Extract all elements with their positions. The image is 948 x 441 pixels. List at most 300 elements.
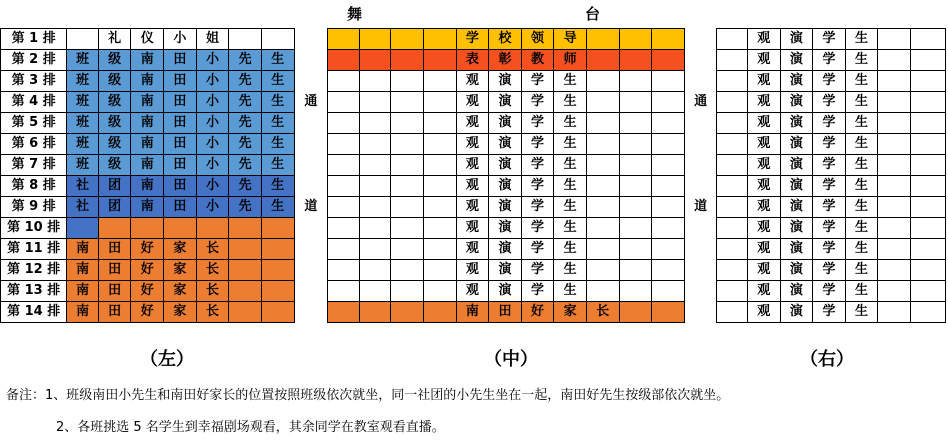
aisle-left xyxy=(294,155,328,176)
row-label: 第 14 排 xyxy=(1,302,67,323)
seat-left: 仪 xyxy=(131,29,164,50)
seat-middle: 南 xyxy=(456,302,489,323)
seat-middle xyxy=(652,155,685,176)
seat-left: 南 xyxy=(67,260,99,281)
seat-middle xyxy=(423,260,456,281)
row-label: 第 7 排 xyxy=(1,155,67,176)
seat-left: 小 xyxy=(196,155,229,176)
seat-middle: 演 xyxy=(489,218,522,239)
seat-left: 小 xyxy=(196,71,229,92)
seat-middle xyxy=(328,302,360,323)
seat-left: 先 xyxy=(229,71,262,92)
seat-middle xyxy=(619,29,652,50)
seat-middle xyxy=(652,239,685,260)
seat-middle xyxy=(619,113,652,134)
seat-middle xyxy=(328,155,360,176)
seat-middle: 生 xyxy=(554,218,587,239)
seat-right: 生 xyxy=(845,71,878,92)
seat-right: 学 xyxy=(813,239,846,260)
seat-middle xyxy=(391,29,424,50)
seat-left: 姐 xyxy=(196,29,229,50)
seat-left: 田 xyxy=(164,134,197,155)
seat-left: 南 xyxy=(67,239,99,260)
seat-left: 家 xyxy=(164,302,197,323)
row-label: 第 1 排 xyxy=(1,29,67,50)
seat-middle: 表 xyxy=(456,50,489,71)
seat-middle: 生 xyxy=(554,92,587,113)
aisle-left: 道 xyxy=(294,197,328,218)
seat-right xyxy=(717,239,748,260)
seat-left: 南 xyxy=(131,134,164,155)
seat-left xyxy=(261,260,294,281)
seat-left: 田 xyxy=(98,302,131,323)
row-label: 第 4 排 xyxy=(1,92,67,113)
seat-right: 观 xyxy=(747,281,780,302)
seat-right xyxy=(878,239,911,260)
seat-right xyxy=(717,50,748,71)
seat-middle xyxy=(619,92,652,113)
seat-middle: 田 xyxy=(489,302,522,323)
seat-middle: 彰 xyxy=(489,50,522,71)
note-2: 2、各班挑选 5 名学生到幸福剧场观看，其余同学在教室观看直播。 xyxy=(56,420,445,435)
seat-middle: 演 xyxy=(489,197,522,218)
seat-left: 班 xyxy=(67,155,99,176)
seat-right: 演 xyxy=(780,71,813,92)
seat-right: 学 xyxy=(813,92,846,113)
seat-middle: 生 xyxy=(554,155,587,176)
seat-left: 小 xyxy=(196,50,229,71)
seat-middle xyxy=(586,113,619,134)
seat-left: 南 xyxy=(67,302,99,323)
seat-row xyxy=(1,302,946,323)
seat-left: 先 xyxy=(229,155,262,176)
seat-right: 生 xyxy=(845,260,878,281)
seat-right: 生 xyxy=(845,50,878,71)
row-label: 第 5 排 xyxy=(1,113,67,134)
seat-row xyxy=(1,71,946,92)
aisle-left xyxy=(294,113,328,134)
seat-left: 先 xyxy=(229,113,262,134)
seat-middle xyxy=(652,218,685,239)
seat-left xyxy=(67,29,99,50)
seat-middle: 观 xyxy=(456,134,489,155)
aisle-left xyxy=(294,281,328,302)
row-label: 第 13 排 xyxy=(1,281,67,302)
seat-middle: 演 xyxy=(489,92,522,113)
seat-left: 田 xyxy=(98,239,131,260)
seat-left: 团 xyxy=(98,197,131,218)
aisle-right xyxy=(684,260,717,281)
seat-right xyxy=(910,50,945,71)
seat-right xyxy=(910,281,945,302)
aisle-left xyxy=(294,50,328,71)
aisle-right xyxy=(684,29,717,50)
seat-middle xyxy=(391,71,424,92)
seat-left xyxy=(67,218,99,239)
seat-middle xyxy=(652,197,685,218)
seat-middle: 观 xyxy=(456,176,489,197)
seat-right xyxy=(717,29,748,50)
seat-left: 长 xyxy=(196,239,229,260)
seat-left: 生 xyxy=(261,134,294,155)
section-left-label: （左） xyxy=(140,349,194,370)
seat-right: 观 xyxy=(747,134,780,155)
seat-right: 演 xyxy=(780,197,813,218)
seat-right xyxy=(878,260,911,281)
seat-middle xyxy=(391,239,424,260)
seat-left: 级 xyxy=(98,134,131,155)
seat-middle xyxy=(328,92,360,113)
aisle-left xyxy=(294,71,328,92)
seat-right: 演 xyxy=(780,92,813,113)
seat-right xyxy=(878,176,911,197)
seat-right: 学 xyxy=(813,134,846,155)
seat-right: 演 xyxy=(780,281,813,302)
seat-middle xyxy=(586,50,619,71)
seat-left: 好 xyxy=(131,260,164,281)
seat-middle xyxy=(423,50,456,71)
seat-middle xyxy=(423,113,456,134)
seat-left: 南 xyxy=(67,281,99,302)
seat-middle xyxy=(586,155,619,176)
seat-left: 生 xyxy=(261,92,294,113)
seat-middle xyxy=(391,302,424,323)
seat-middle xyxy=(619,197,652,218)
seat-middle: 生 xyxy=(554,134,587,155)
seat-right xyxy=(878,281,911,302)
aisle-right xyxy=(684,239,717,260)
seat-left: 好 xyxy=(131,281,164,302)
seat-middle xyxy=(328,50,360,71)
seat-left: 社 xyxy=(67,176,99,197)
seat-left xyxy=(98,218,131,239)
seat-left xyxy=(229,239,262,260)
note-1: 备注：1、班级南田小先生和南田好家长的位置按照班级依次就坐，同一社团的小先生坐在一起，南田好先生按级部依次就坐。 xyxy=(6,388,730,403)
seat-middle xyxy=(586,29,619,50)
seat-middle xyxy=(652,50,685,71)
seat-left xyxy=(131,218,164,239)
seat-right xyxy=(878,155,911,176)
seat-row xyxy=(1,155,946,176)
seating-chart xyxy=(0,28,946,323)
seat-middle xyxy=(423,302,456,323)
seat-middle: 学 xyxy=(521,155,554,176)
seat-middle xyxy=(619,239,652,260)
seat-left: 南 xyxy=(131,92,164,113)
seat-middle: 学 xyxy=(521,197,554,218)
seat-right: 观 xyxy=(747,218,780,239)
seat-right: 学 xyxy=(813,260,846,281)
seat-left: 先 xyxy=(229,92,262,113)
seat-middle xyxy=(328,71,360,92)
seat-left xyxy=(229,260,262,281)
seat-middle: 演 xyxy=(489,260,522,281)
seat-right xyxy=(910,302,945,323)
seat-middle xyxy=(391,92,424,113)
seat-middle xyxy=(652,92,685,113)
seat-middle: 演 xyxy=(489,71,522,92)
seat-middle: 观 xyxy=(456,113,489,134)
seat-middle xyxy=(423,29,456,50)
aisle-left xyxy=(294,218,328,239)
seat-middle xyxy=(391,281,424,302)
seat-middle: 演 xyxy=(489,239,522,260)
seat-right: 生 xyxy=(845,218,878,239)
seat-right xyxy=(910,239,945,260)
row-label: 第 2 排 xyxy=(1,50,67,71)
aisle-right xyxy=(684,281,717,302)
seat-right xyxy=(878,50,911,71)
seat-middle xyxy=(423,134,456,155)
seat-middle xyxy=(619,218,652,239)
seat-middle xyxy=(359,176,391,197)
seat-middle xyxy=(359,239,391,260)
seat-left: 礼 xyxy=(98,29,131,50)
seat-left: 级 xyxy=(98,155,131,176)
seat-left: 田 xyxy=(98,281,131,302)
seat-left xyxy=(229,218,262,239)
seat-left xyxy=(229,281,262,302)
seat-left: 班 xyxy=(67,92,99,113)
seat-left: 先 xyxy=(229,50,262,71)
seat-middle xyxy=(586,281,619,302)
seat-left: 小 xyxy=(196,92,229,113)
seat-right xyxy=(878,113,911,134)
seat-left: 先 xyxy=(229,176,262,197)
seat-middle xyxy=(328,134,360,155)
seat-middle xyxy=(391,260,424,281)
seat-left: 田 xyxy=(164,50,197,71)
seat-middle: 校 xyxy=(489,29,522,50)
seat-left: 田 xyxy=(164,176,197,197)
seat-middle xyxy=(586,239,619,260)
seat-left: 小 xyxy=(196,134,229,155)
seat-middle xyxy=(359,113,391,134)
seat-row xyxy=(1,197,946,218)
seat-right: 生 xyxy=(845,134,878,155)
section-right-label: （右） xyxy=(800,349,854,370)
aisle-right xyxy=(684,155,717,176)
seat-middle xyxy=(359,302,391,323)
seat-row xyxy=(1,50,946,71)
seat-middle xyxy=(391,155,424,176)
seat-middle xyxy=(328,260,360,281)
seat-left: 南 xyxy=(131,155,164,176)
seat-left: 先 xyxy=(229,134,262,155)
seat-right: 生 xyxy=(845,113,878,134)
seat-left: 田 xyxy=(98,260,131,281)
seat-left: 级 xyxy=(98,92,131,113)
seat-middle xyxy=(652,134,685,155)
aisle-left xyxy=(294,176,328,197)
seat-row xyxy=(1,281,946,302)
aisle-right: 道 xyxy=(684,197,717,218)
seat-right: 演 xyxy=(780,113,813,134)
row-label: 第 3 排 xyxy=(1,71,67,92)
seat-row xyxy=(1,218,946,239)
seat-right xyxy=(878,134,911,155)
seat-middle xyxy=(423,218,456,239)
aisle-left xyxy=(294,29,328,50)
seat-right: 演 xyxy=(780,50,813,71)
seat-middle xyxy=(359,71,391,92)
seat-middle xyxy=(652,260,685,281)
seat-middle xyxy=(619,134,652,155)
seat-right: 学 xyxy=(813,50,846,71)
seat-right: 生 xyxy=(845,29,878,50)
seat-middle xyxy=(652,71,685,92)
seat-right xyxy=(878,29,911,50)
seat-right xyxy=(717,218,748,239)
seat-right: 观 xyxy=(747,113,780,134)
seat-middle xyxy=(619,302,652,323)
row-label: 第 8 排 xyxy=(1,176,67,197)
seat-right xyxy=(717,71,748,92)
stage-header xyxy=(0,0,948,28)
seat-middle xyxy=(391,113,424,134)
seat-middle xyxy=(328,281,360,302)
seat-right xyxy=(717,302,748,323)
seat-middle xyxy=(391,176,424,197)
seat-middle: 学 xyxy=(521,71,554,92)
seat-right xyxy=(878,92,911,113)
seat-right xyxy=(717,176,748,197)
seat-right xyxy=(717,134,748,155)
seat-right: 生 xyxy=(845,92,878,113)
seat-middle xyxy=(586,197,619,218)
seat-right: 观 xyxy=(747,71,780,92)
seat-left xyxy=(229,29,262,50)
seat-middle: 学 xyxy=(521,113,554,134)
seat-left: 长 xyxy=(196,302,229,323)
seat-left: 级 xyxy=(98,71,131,92)
seat-middle: 学 xyxy=(521,218,554,239)
aisle-left xyxy=(294,134,328,155)
seat-left: 好 xyxy=(131,239,164,260)
seat-middle xyxy=(586,260,619,281)
aisle-right xyxy=(684,134,717,155)
seat-row xyxy=(1,239,946,260)
seat-middle xyxy=(359,92,391,113)
seat-middle xyxy=(586,176,619,197)
seat-right: 生 xyxy=(845,197,878,218)
seat-right: 演 xyxy=(780,239,813,260)
seat-middle xyxy=(586,92,619,113)
seat-left: 田 xyxy=(164,71,197,92)
seat-right xyxy=(717,155,748,176)
seat-middle: 生 xyxy=(554,113,587,134)
seat-right: 学 xyxy=(813,281,846,302)
seat-left xyxy=(261,239,294,260)
seat-right: 演 xyxy=(780,302,813,323)
aisle-left xyxy=(294,239,328,260)
seat-left: 长 xyxy=(196,260,229,281)
seat-row xyxy=(1,92,946,113)
seat-middle xyxy=(359,281,391,302)
row-label: 第 11 排 xyxy=(1,239,67,260)
seat-left xyxy=(261,218,294,239)
seat-right: 学 xyxy=(813,29,846,50)
seat-right: 演 xyxy=(780,176,813,197)
seat-middle: 学 xyxy=(521,260,554,281)
seat-middle xyxy=(391,134,424,155)
seat-row xyxy=(1,113,946,134)
seat-right xyxy=(910,29,945,50)
seat-right: 学 xyxy=(813,71,846,92)
seat-right: 观 xyxy=(747,29,780,50)
seat-middle xyxy=(652,302,685,323)
seat-right: 观 xyxy=(747,239,780,260)
seat-right xyxy=(910,113,945,134)
seat-left: 田 xyxy=(164,155,197,176)
stage-char-right: 台 xyxy=(585,5,601,23)
seat-left: 生 xyxy=(261,50,294,71)
seat-middle xyxy=(328,197,360,218)
seat-right: 观 xyxy=(747,176,780,197)
seat-right xyxy=(717,113,748,134)
seat-left: 小 xyxy=(196,197,229,218)
row-label: 第 9 排 xyxy=(1,197,67,218)
seat-middle xyxy=(619,71,652,92)
seat-left: 班 xyxy=(67,113,99,134)
seat-right: 观 xyxy=(747,260,780,281)
seat-middle xyxy=(619,176,652,197)
seat-left: 南 xyxy=(131,197,164,218)
seat-middle xyxy=(328,29,360,50)
seat-middle xyxy=(586,218,619,239)
seat-middle xyxy=(328,176,360,197)
seat-right: 演 xyxy=(780,155,813,176)
seat-left: 小 xyxy=(164,29,197,50)
seat-middle: 学 xyxy=(521,281,554,302)
seat-middle: 生 xyxy=(554,197,587,218)
seat-middle: 学 xyxy=(521,239,554,260)
seat-middle xyxy=(652,29,685,50)
seat-right xyxy=(878,71,911,92)
seat-right: 生 xyxy=(845,302,878,323)
aisle-right xyxy=(684,50,717,71)
seat-middle xyxy=(586,134,619,155)
seat-right xyxy=(717,281,748,302)
aisle-right xyxy=(684,302,717,323)
aisle-right xyxy=(684,113,717,134)
seat-left: 班 xyxy=(67,71,99,92)
seat-middle: 观 xyxy=(456,92,489,113)
seat-left xyxy=(261,29,294,50)
seat-right: 观 xyxy=(747,50,780,71)
seat-middle xyxy=(359,134,391,155)
seat-right xyxy=(910,260,945,281)
seat-right: 学 xyxy=(813,176,846,197)
seat-left xyxy=(261,302,294,323)
seat-left: 先 xyxy=(229,197,262,218)
seat-middle: 生 xyxy=(554,281,587,302)
seat-right: 观 xyxy=(747,92,780,113)
seat-right xyxy=(878,197,911,218)
seat-right xyxy=(910,155,945,176)
seat-left: 生 xyxy=(261,197,294,218)
seat-right: 观 xyxy=(747,155,780,176)
seat-middle: 师 xyxy=(554,50,587,71)
seat-middle: 生 xyxy=(554,176,587,197)
seat-left: 田 xyxy=(164,113,197,134)
seat-right xyxy=(878,218,911,239)
seat-middle: 观 xyxy=(456,218,489,239)
seat-right: 观 xyxy=(747,197,780,218)
seat-left: 南 xyxy=(131,71,164,92)
seat-left: 田 xyxy=(164,197,197,218)
seat-middle: 领 xyxy=(521,29,554,50)
